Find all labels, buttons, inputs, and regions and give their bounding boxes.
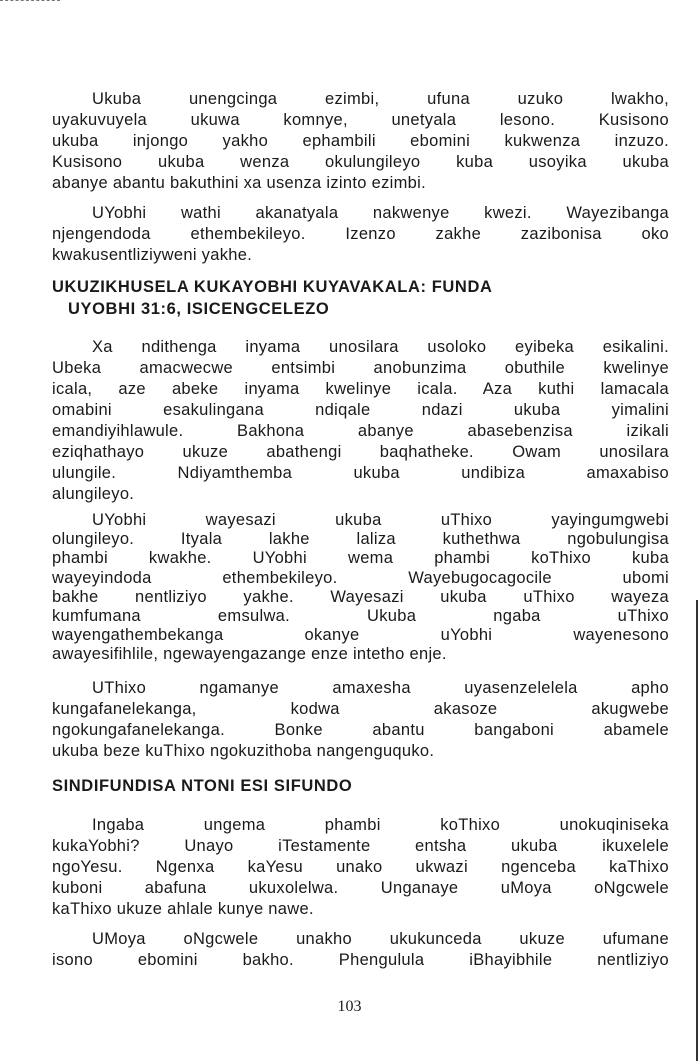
section-heading	[52, 276, 669, 320]
text-line: kungafanelekanga, kodwa akasoze akugwebe	[52, 700, 669, 718]
paragraph	[52, 337, 669, 505]
text-line: ngokungafanelekanga. Bonke abantu bangaboni abamele	[52, 721, 669, 739]
paragraph	[52, 203, 669, 266]
text-line: Ingaba ungema phambi koThixo unokuqiniseka	[92, 816, 669, 834]
scan-edge-top	[0, 0, 60, 2]
text-line: kuboni abafuna ukuxolelwa. Unganaye uMoya oNgcwele	[52, 879, 669, 897]
text-line: abanye abantu bakuthini xa usenza izinto ezimbi.	[52, 174, 426, 192]
text-line: UMoya oNgcwele unakho ukukunceda ukuze ufumane	[92, 930, 669, 948]
text-line: olungileyo. Ityala lakhe laliza kuthethwa ngobulungisa	[52, 530, 669, 549]
text-line: UYobhi wathi akanatyala nakwenye kwezi. Wayezibanga	[92, 204, 669, 222]
text-line: ngoYesu. Ngenxa kaYesu unako ukwazi ngenceba kaThixo	[52, 858, 669, 876]
text-line: UYobhi wayesazi ukuba uThixo yayingumgwebi	[92, 511, 669, 529]
paragraph	[52, 929, 669, 971]
text-line: ukuba injongo yakho ephambili ebomini kukwenza inzuzo.	[52, 132, 669, 150]
text-line: kumfumana emsulwa. Ukuba ngaba uThixo	[52, 606, 669, 625]
page-number: 103	[337, 998, 362, 1015]
heading-line: UKUZIKHUSELA KUKAYOBHI KUYAVAKALA: FUNDA	[52, 278, 493, 296]
text-line: kaThixo ukuze ahlale kunye nawe.	[52, 900, 314, 918]
paragraph	[52, 815, 669, 920]
paragraph	[52, 89, 669, 194]
text-line: njengendoda ethembekileyo. Izenzo zakhe zazibonisa oko	[52, 225, 669, 243]
text-line: wayeyindoda ethembekileyo. Wayebugocagocile ubomi	[52, 568, 669, 587]
scan-edge-right	[696, 600, 698, 1061]
text-line: awayesifihlile, ngewayengazange enze intetho enje.	[52, 645, 447, 664]
text-line: bakhe nentliziyo yakhe. Wayesazi ukuba uThixo wayeza	[52, 587, 669, 606]
heading-line: UYOBHI 31:6, ISICENGCELEZO	[68, 300, 330, 318]
text-line: alungileyo.	[52, 485, 135, 503]
text-line: UThixo ngamanye amaxesha uyasenzelelela apho	[92, 679, 669, 697]
text-line: eziqhathayo ukuze abathengi baqhatheke. Owam unosilara	[52, 443, 669, 461]
text-line: Xa ndithenga inyama unosilara usoloko eyibeka esikalini.	[92, 338, 669, 356]
section-heading	[52, 775, 669, 797]
text-line: phambi kwakhe. UYobhi wema phambi koThixo kuba	[52, 549, 669, 568]
paragraph	[52, 678, 669, 762]
text-line: wayengathembekanga okanye uYobhi wayenesono	[52, 626, 669, 645]
text-line: icala, aze abeke inyama kwelinye icala. Aza kuthi lamacala	[52, 380, 669, 398]
text-line: kwakusentliziyweni yakhe.	[52, 246, 253, 264]
text-line: ulungile. Ndiyamthemba ukuba undibiza amaxabiso	[52, 464, 669, 482]
text-line: kukaYobhi? Unayo iTestamente entsha ukuba ikuxelele	[52, 837, 669, 855]
text-line: Kusisono ukuba wenza okulungileyo kuba usoyika ukuba	[52, 153, 669, 171]
paragraph	[52, 511, 669, 665]
text-line: Ubeka amacwecwe entsimbi anobunzima obuthile kwelinye	[52, 359, 669, 377]
text-line: uyakuvuyela ukuwa komnye, unetyala lesono. Kusisono	[52, 111, 669, 129]
text-line: omabini esakulingana ndiqale ndazi ukuba yimalini	[52, 401, 669, 419]
text-line: Ukuba unengcinga ezimbi, ufuna uzuko lwakho,	[92, 90, 669, 108]
text-line: ukuba beze kuThixo ngokuzithoba nangenguquko.	[52, 742, 435, 760]
text-line: isono ebomini bakho. Phengulula iBhayibhile nentliziyo	[52, 951, 669, 969]
text-line: emandiyihlawule. Bakhona abanye abasebenzisa izikali	[52, 422, 669, 440]
heading-line: SINDIFUNDISA NTONI ESI SIFUNDO	[52, 777, 353, 795]
